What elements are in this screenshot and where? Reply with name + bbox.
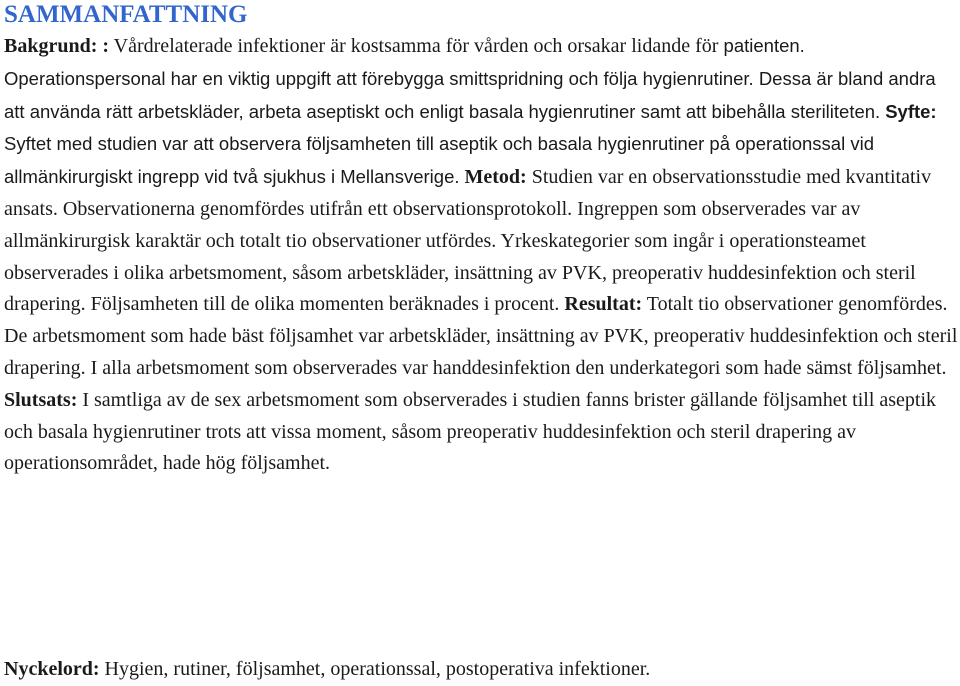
background-text-serif: Vårdrelaterade infektioner är kostsamma för vården och orsakar lidande för xyxy=(109,35,719,57)
abstract-body xyxy=(4,30,958,480)
results-text: Totalt tio observationer genomfördes. De arbetsmoment som hade bäst följsamhet var arbetskläder, insättning av PVK, preoperativ huddesinfektion och steril drapering. I alla arbetsmoment som observerades var handdesinfektion den underkategori som hade sämst följsamhet. xyxy=(4,293,958,379)
conclusion-text: I samtliga av de sex arbetsmoment som observerades i studien fanns brister gällande följsamhet till aseptik och basala hygienrutiner trots att vissa moment, såsom preoperativ huddesinfektion och steril drapering av operationsområdet, hade hög följsamhet. xyxy=(4,388,937,475)
method-text: Studien var en observationsstudie med kvantitativ ansats. Observationerna genomfördes utifrån ett observationsprotokoll. Ingreppen som observerades var av allmänkirurgisk karaktär och totalt tio observationer utfördes. Yrkeskategorier som ingår i operationsteamet observerades i olika arbetsmoment, såsom arbetskläder, insättning av PVK, preoperativ huddesinfektion och steril drapering. Följsamheten till de olika momenten beräknades i procent. xyxy=(4,166,932,316)
results-label: Resultat: xyxy=(564,293,643,316)
background-label: Bakgrund: : xyxy=(4,35,110,57)
keywords-line xyxy=(4,654,958,686)
conclusion-label: Slutsats: xyxy=(4,388,78,411)
keywords-label: Nyckelord: xyxy=(4,658,100,680)
abstract-page xyxy=(4,0,958,480)
page-title: SAMMANFATTNING xyxy=(4,1,248,28)
method-label: Metod: xyxy=(464,166,527,189)
keywords-text: Hygien, rutiner, följsamhet, operationssal, postoperativa infektioner. xyxy=(99,658,651,680)
aim-text: Syftet med studien var att observera följsamheten till aseptik och basala hygienrutiner på operationssal vid allmänkirurgiskt ingrepp vid två sjukhus i Mellansverige. xyxy=(4,133,874,188)
background-text-sans: patienten. Operationspersonal har en viktig uppgift att förebygga smittspridning och följa hygienrutiner. Dessa är bland andra att använda rätt arbetskläder, arbeta aseptiskt och enligt basala hygienrutiner samt att bibehålla steriliteten. xyxy=(4,35,936,122)
aim-label: Syfte: xyxy=(885,100,937,122)
